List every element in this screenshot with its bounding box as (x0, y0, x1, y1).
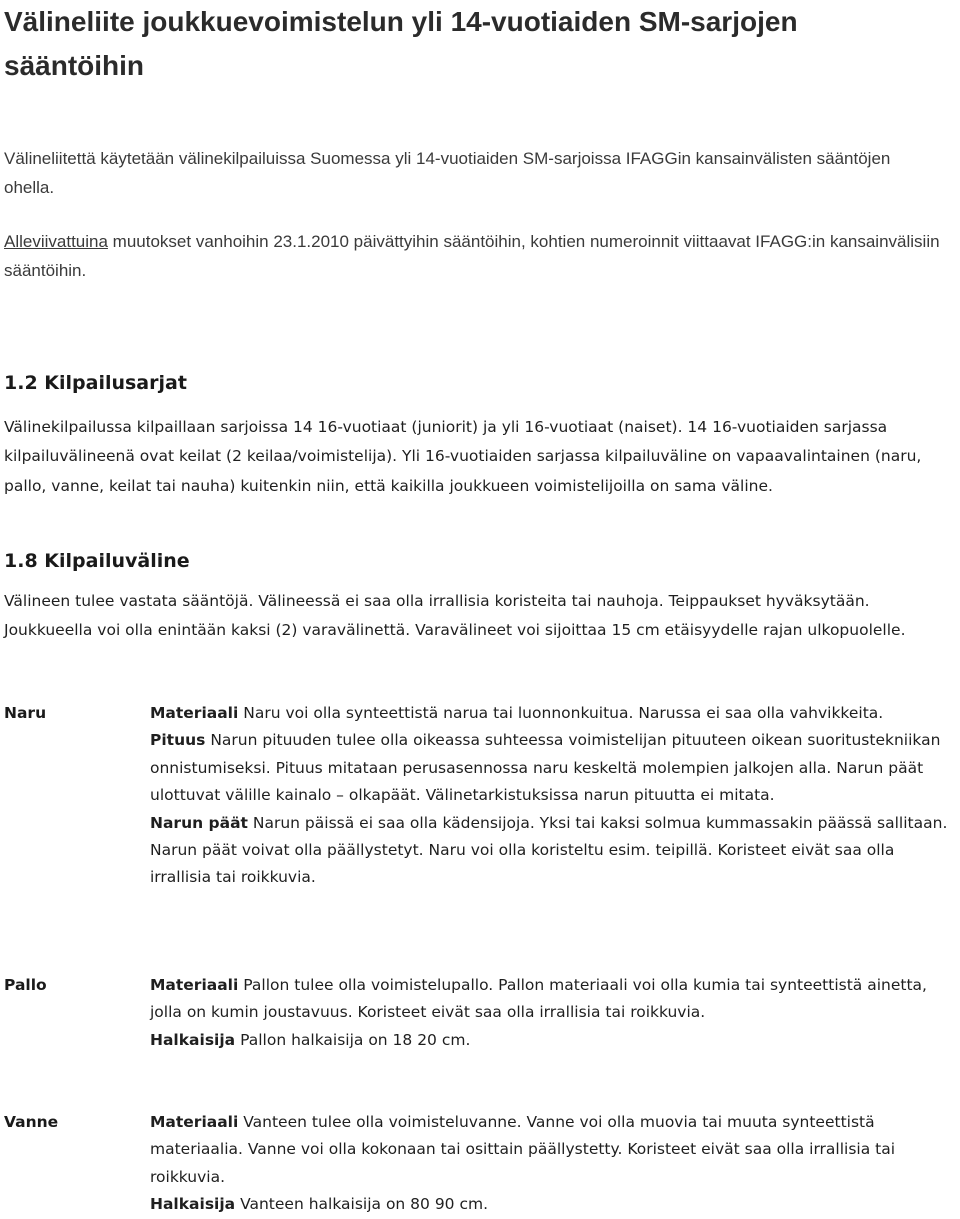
vanne-materiaali: Materiaali Vanteen tulee olla voimisteluvanne. Vanne voi olla muovia tai muuta synteettistä materiaalia. Vanne voi olla kokonaan tai osittain päällystetty. Koristeet eivät saa olla irrallisia tai roikkuvia. (150, 1113, 896, 1186)
intro-paragraph: Välineliitettä käytetään välinekilpailuissa Suomessa yli 14-vuotiaiden SM-sarjoissa IFAGGin kansainvälisten sääntöjen ohella. (4, 149, 891, 197)
section-text-kilpailusarjat: Välinekilpailussa kilpaillaan sarjoissa 14 16-vuotiaat (juniorit) ja yli 16-vuotiaat (naiset). 14 16-vuotiaiden sarjassa kilpailuvälineenä ovat keilat (2 keilaa/voimistelija). Yli 16-vuotiaiden sarjassa kilpailuväline on vapaavalintainen (naru, pallo, vanne, keilat tai nauha) kuitenkin niin, että kaikilla joukkueen voimistelijoilla on sama väline. (4, 418, 922, 495)
equipment-label-pallo: Pallo (4, 976, 47, 994)
naru-materiaali: Materiaali Naru voi olla synteettistä narua tai luonnonkuitua. Narussa ei saa olla vahvikkeita. (150, 704, 884, 722)
section-heading-kilpailusarjat: 1.2 Kilpailusarjat (4, 372, 187, 394)
equipment-label-naru: Naru (4, 704, 47, 722)
equipment-body-naru (150, 700, 950, 892)
document-title: Välineliite joukkuevoimistelun yli 14-vuotiaiden SM-sarjojen sääntöihin (4, 6, 798, 81)
pallo-halkaisija: Halkaisija Pallon halkaisija on 18 20 cm. (150, 1030, 471, 1049)
change-note-text: muutokset vanhoihin 23.1.2010 päivättyihin sääntöihin, kohtien numeroinnit viittaavat IFAGG:in kansainvälisiin sääntöihin. (4, 232, 940, 280)
pallo-materiaali: Materiaali Pallon tulee olla voimistelupallo. Pallon materiaali voi olla kumia tai synteettistä ainetta, jolla on kumin joustavuus. Koristeet eivät saa olla irrallisia tai roikkuvia. (150, 976, 927, 1022)
section-text-kilpailuvaline: Välineen tulee vastata sääntöjä. Välineessä ei saa olla irrallisia koristeita tai nauhoja. Teippaukset hyväksytään. Joukkueella voi olla enintään kaksi (2) varavälinettä. Varavälineet voi sijoittaa 15 cm etäisyydelle rajan ulkopuolelle. (4, 592, 906, 640)
equipment-label-vanne: Vanne (4, 1113, 59, 1131)
equipment-body-pallo (150, 972, 950, 1054)
change-note-paragraph (4, 227, 944, 285)
underlined-word: Alleviivattuina (4, 232, 108, 251)
naru-pituus: Pituus Narun pituuden tulee olla oikeassa suhteessa voimistelijan pituuteen oikean suoritustekniikan onnistumiseksi. Pituus mitataan perusasennossa naru keskeltä molempien jalkojen alla. Narun päät ulottuvat välille kainalo – olkapäät. Välinetarkistuksissa narun pituutta ei mitata. (150, 731, 941, 805)
section-heading-kilpailuvaline: 1.8 Kilpailuväline (4, 550, 190, 572)
naru-paat: Narun päät Narun päissä ei saa olla kädensijoja. Yksi tai kaksi solmua kummassakin päässä sallitaan. Narun päät voivat olla päällystetyt. Naru voi olla koristeltu esim. teipillä. Koristeet eivät saa olla irrallisia tai roikkuvia. (150, 813, 948, 887)
vanne-halkaisija: Halkaisija Vanteen halkaisija on 80 90 cm. (150, 1195, 489, 1214)
equipment-body-vanne (150, 1109, 950, 1219)
